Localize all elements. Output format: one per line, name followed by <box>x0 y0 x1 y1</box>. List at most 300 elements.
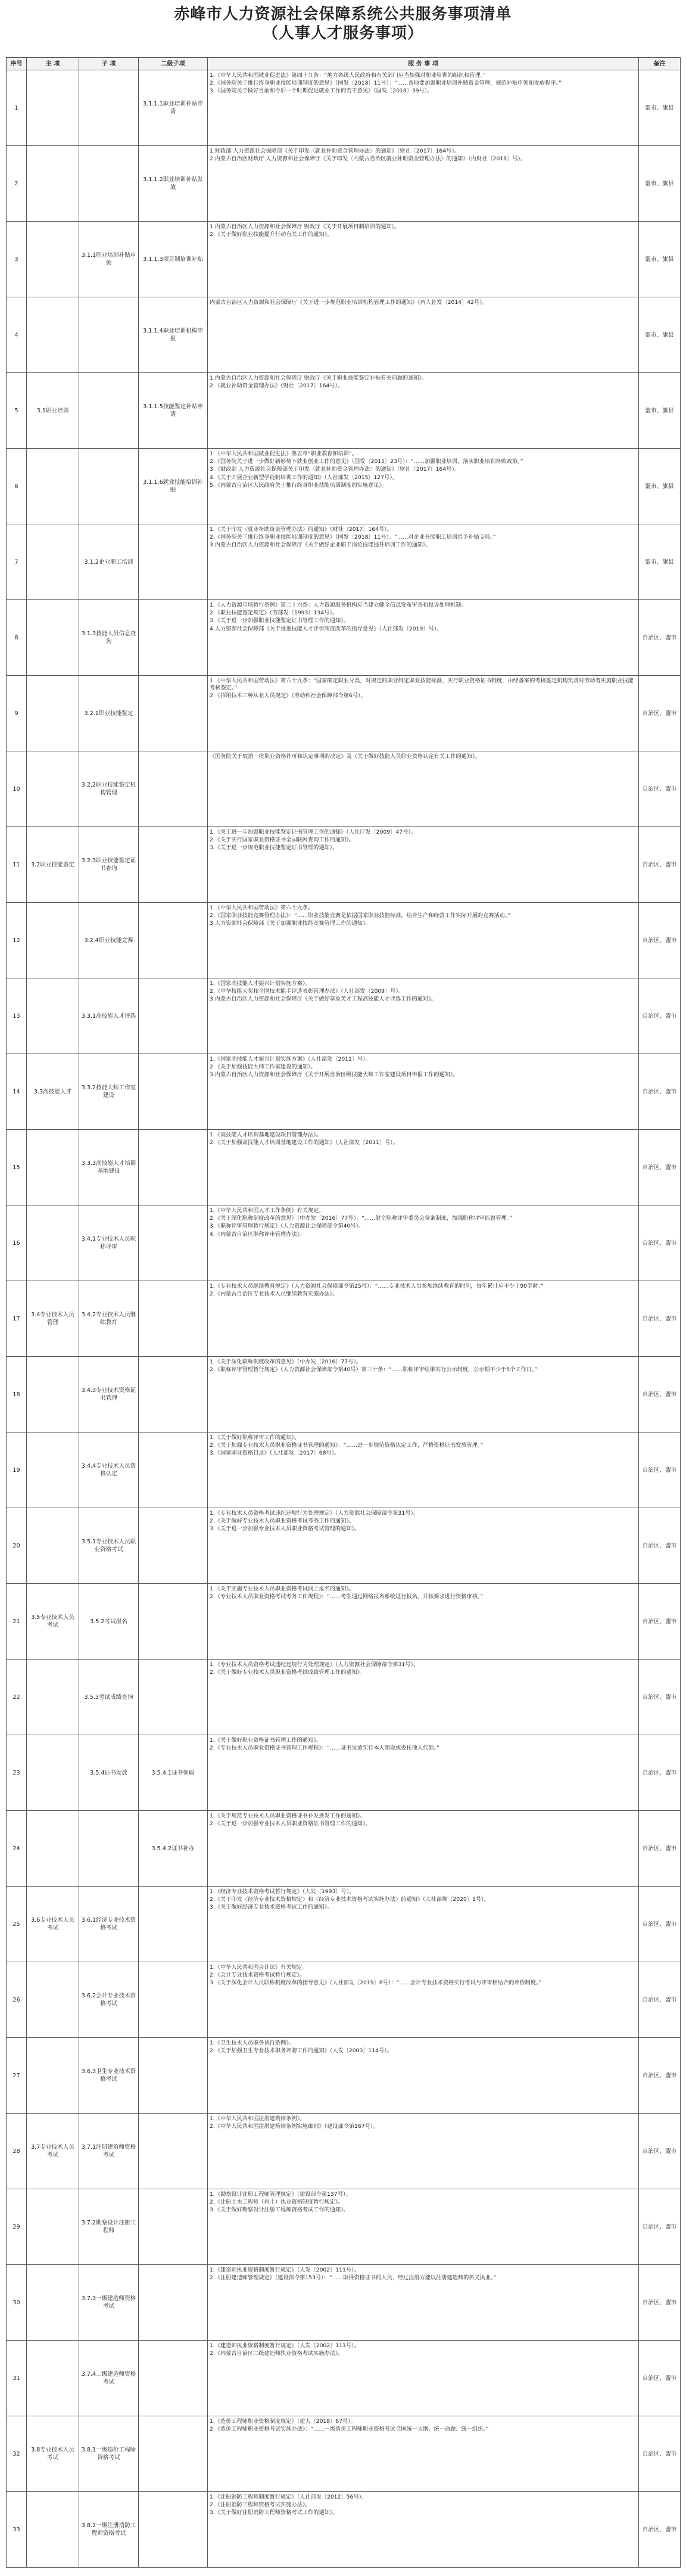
second-level-sub-item-cell: 3.5.4.2证书补办 <box>139 1811 208 1887</box>
service-detail-cell <box>208 1054 639 1130</box>
service-detail-paragraph: 3.《国家职业资格目录》（人社部发〔2017〕68号）。 <box>210 1450 340 1457</box>
row-number-cell: 32 <box>7 2416 27 2492</box>
remark-cell: 自治区、盟市 <box>639 1584 681 1660</box>
sub-item-cell <box>79 146 139 222</box>
remark-cell: 自治区、盟市 <box>639 978 681 1054</box>
row-number-cell: 1 <box>7 70 27 146</box>
sub-item-cell: 3.7.2勘察设计注册工程师 <box>79 2189 139 2265</box>
row-number-cell: 4 <box>7 297 27 373</box>
row-number-cell: 6 <box>7 449 27 524</box>
service-detail-paragraph: 1.《中华人民共和国劳动法》第六十九条：“国家确定职业分类，对规定的职业制定职业技能标准，实行职业资格证书制度，由经备案的考核鉴定机构负责对劳动者实施职业技能考核鉴定。” <box>210 678 634 692</box>
service-detail-paragraph: 2.《国家职业技能竞赛管理办法》：“……职业技能竞赛是依据国家职业技能标准，结合生产和经营工作实际开展的竞赛活动。” <box>210 912 511 919</box>
remark-cell: 自治区、盟市 <box>639 1130 681 1205</box>
row-number-cell: 33 <box>7 2492 27 2568</box>
row-number-cell: 17 <box>7 1281 27 1357</box>
service-detail-cell <box>208 1584 639 1660</box>
remark-cell: 自治区、盟市 <box>639 903 681 978</box>
row-number-cell: 10 <box>7 751 27 827</box>
row-number-cell: 12 <box>7 903 27 978</box>
main-item-cell: 3.1职业培训 <box>27 373 79 449</box>
table-row <box>7 2492 681 2568</box>
column-header-sub: 子 项 <box>79 58 139 70</box>
service-detail-paragraph: 1.《专业技术人员继续教育规定》（人力资源社会保障部令第25号）：“……专业技术人员参加继续教育的时间，每年累计应不少于90学时。” <box>210 1283 544 1289</box>
service-detail-cell <box>208 751 639 827</box>
second-level-sub-item-cell <box>139 600 208 676</box>
row-number-cell: 14 <box>7 1054 27 1130</box>
service-detail-cell <box>208 1281 639 1357</box>
service-detail-paragraph: 1.财政部 人力资源社会保障部《关于印发〈就业补助资金管理办法〉的通知》（财社〔2017〕164号）。 <box>210 148 460 154</box>
second-level-sub-item-cell <box>139 1054 208 1130</box>
second-level-sub-item-cell <box>139 2038 208 2114</box>
table-row <box>7 676 681 751</box>
second-level-sub-item-cell: 3.1.1.1职业培训补贴申请 <box>139 70 208 146</box>
row-number-cell: 20 <box>7 1508 27 1584</box>
table-row <box>7 600 681 676</box>
second-level-sub-item-cell: 3.1.1.4职业培训机构申报 <box>139 297 208 373</box>
service-detail-paragraph: 3.《职称评审管理暂行规定》（人力资源社会保障部令第40号）。 <box>210 1223 364 1230</box>
second-level-sub-item-cell <box>139 2265 208 2341</box>
service-detail-paragraph: 2.《注册土木工程师（岩土）执业资格制度暂行规定》。 <box>210 2199 344 2206</box>
second-level-sub-item-cell <box>139 676 208 751</box>
service-detail-paragraph: 1.《中华人民共和国注册建筑师条例》。 <box>210 2115 305 2122</box>
second-level-sub-item-cell <box>139 751 208 827</box>
service-detail-cell <box>208 2114 639 2189</box>
column-header-main: 主 项 <box>27 58 79 70</box>
service-detail-paragraph: 1.《中华人民共和国会计法》有关规定。 <box>210 1964 308 1971</box>
row-number-cell: 23 <box>7 1735 27 1811</box>
main-item-cell <box>27 1205 79 1281</box>
service-detail-paragraph: 2.《中华技能大奖和全国技术能手评选表彰管理办法》（人社部发〔2009〕号）。 <box>210 988 404 995</box>
remark-cell: 自治区、盟市 <box>639 1887 681 1962</box>
remark-cell: 自治区、盟市 <box>639 676 681 751</box>
service-detail-paragraph: 3.《关于做好经济专业技术资格考试工作的通知》。 <box>210 1904 333 1911</box>
sub-item-cell <box>79 449 139 524</box>
service-detail-paragraph: 1.《中华人民共和国劳动法》第六十九条。 <box>210 905 314 911</box>
remark-cell: 自治区、盟市 <box>639 2492 681 2568</box>
table-row <box>7 978 681 1054</box>
service-detail-paragraph: 2.《就业补助资金管理办法》（财社〔2017〕164号）。 <box>210 383 344 390</box>
table-row <box>7 2189 681 2265</box>
table-row <box>7 2114 681 2189</box>
service-detail-paragraph: 2.《职业技能鉴定规定》（劳部发〔1993〕134号）。 <box>210 610 338 617</box>
remark-cell: 盟市、旗县 <box>639 146 681 222</box>
service-detail-cell <box>208 1887 639 1962</box>
row-number-cell: 11 <box>7 827 27 903</box>
sub-item-cell: 3.4.2专业技术人员继续教育 <box>79 1281 139 1357</box>
main-item-cell <box>27 449 79 524</box>
main-item-cell <box>27 1811 79 1887</box>
row-number-cell: 15 <box>7 1130 27 1205</box>
second-level-sub-item-cell <box>139 903 208 978</box>
remark-cell: 自治区、盟市 <box>639 2038 681 2114</box>
service-detail-paragraph: 1.《专业技术人员资格考试违纪违规行为处理规定》（人力资源社会保障部令第31号）。 <box>210 1510 419 1517</box>
main-item-cell <box>27 2341 79 2416</box>
remark-cell: 自治区、盟市 <box>639 1660 681 1735</box>
service-detail-paragraph: 2.《内蒙古自治区二级建造师执业资格考试实施办法》。 <box>210 2350 344 2357</box>
service-detail-paragraph: 3.《关于进一步加强专业技术人员职业资格考试管理的通知》。 <box>210 1525 360 1533</box>
page-title: 赤峰市人力资源社会保障系统公共服务事项清单 <box>174 5 512 23</box>
service-detail-paragraph: 1.《关于实施专业技术人员职业资格考试网上报名的通知》。 <box>210 1586 355 1592</box>
service-detail-cell <box>208 676 639 751</box>
main-item-cell: 3.7专业技术人员考试 <box>27 2114 79 2189</box>
sub-item-cell: 3.3.3高技能人才培训基地建设 <box>79 1130 139 1205</box>
sub-item-cell: 3.1.3技能人员信息查询 <box>79 600 139 676</box>
service-detail-paragraph: 1.《关于进一步加强职业技能鉴定证书管理工作的通知》（人社厅发〔2009〕47号）。 <box>210 829 417 835</box>
service-detail-cell <box>208 449 639 524</box>
table-row <box>7 827 681 903</box>
table-row <box>7 2341 681 2416</box>
service-detail-paragraph: 1.内蒙古自治区人力资源和社会保障厅 财政厅《关于职业技能鉴定补贴有关问题的通知》。 <box>210 375 428 381</box>
service-detail-paragraph: 3.人力资源社会保障部《关于加强职业技能竞赛管理工作的通知》。 <box>210 920 371 927</box>
sub-item-cell: 3.3.1高技能人才评选 <box>79 978 139 1054</box>
remark-cell: 自治区、盟市 <box>639 1962 681 2038</box>
service-detail-paragraph: 1.内蒙古自治区人力资源和社会保障厅 财政厅《关于开展项目制培训的通知》。 <box>210 223 400 230</box>
main-item-cell <box>27 1962 79 2038</box>
service-detail-paragraph: 2.《关于做好职业技能提升行动有关工作的通知》。 <box>210 231 333 238</box>
main-item-cell <box>27 1735 79 1811</box>
service-detail-paragraph: 2.《关于加强高技能人才培训基地建设工作的通知》（人社部发〔2011〕号）。 <box>210 1139 398 1146</box>
service-detail-paragraph: 2.《注册消防工程师资格考试实施办法》。 <box>210 2502 311 2509</box>
main-item-cell: 3.3高技能人才 <box>27 1054 79 1130</box>
remark-cell: 自治区、盟市 <box>639 1281 681 1357</box>
main-item-cell <box>27 1660 79 1735</box>
service-detail-cell <box>208 1357 639 1433</box>
row-number-cell: 9 <box>7 676 27 751</box>
row-number-cell: 19 <box>7 1433 27 1508</box>
table-row <box>7 70 681 146</box>
main-item-cell <box>27 978 79 1054</box>
service-detail-cell <box>208 146 639 222</box>
remark-cell: 自治区、盟市 <box>639 2265 681 2341</box>
row-number-cell: 16 <box>7 1205 27 1281</box>
service-detail-cell <box>208 1433 639 1508</box>
remark-cell: 盟市、旗县 <box>639 373 681 449</box>
remark-cell: 自治区、盟市 <box>639 2416 681 2492</box>
service-detail-paragraph: 3.《关于进一步规范职业技能鉴定证书管理的通知》。 <box>210 844 338 852</box>
second-level-sub-item-cell: 3.1.1.2职业培训补贴发放 <box>139 146 208 222</box>
second-level-sub-item-cell <box>139 524 208 600</box>
service-detail-cell <box>208 2492 639 2568</box>
service-detail-paragraph: 2.《会计专业技术资格考试暂行规定》。 <box>210 1972 305 1979</box>
table-row <box>7 2416 681 2492</box>
sub-item-cell: 3.5.4证书发放 <box>79 1735 139 1811</box>
sub-item-cell: 3.7.4二级建造师资格考试 <box>79 2341 139 2416</box>
remark-cell: 盟市、旗县 <box>639 70 681 146</box>
sub-item-cell: 3.8.2一级注册消防工程师资格考试 <box>79 2492 139 2568</box>
service-detail-paragraph: 2.《国务院关于推行终身职业技能培训制度的意见》（国发〔2018〕11号）：“……对企业开展职工培训给予补贴支持。” <box>210 534 496 541</box>
main-item-cell <box>27 1130 79 1205</box>
second-level-sub-item-cell <box>139 2416 208 2492</box>
service-detail-paragraph: 1.《关于做好职业资格证书管理工作的通知》。 <box>210 1737 322 1744</box>
service-detail-paragraph: 1.《专业技术人员资格考试违纪违规行为处理规定》（人力资源社会保障部令第31号）。 <box>210 1661 419 1668</box>
main-item-cell <box>27 1433 79 1508</box>
sub-item-cell <box>79 297 139 373</box>
service-detail-paragraph: 3.内蒙古自治区人力资源和社会保障厅《关于开展自治区级技能大师工作室建设项目申报工作的通知》。 <box>210 1071 459 1079</box>
service-detail-cell <box>208 297 639 373</box>
service-detail-paragraph: 3.内蒙古自治区人力资源和社会保障厅《关于做好企业职工岗位技能提升培训工作的通知》。 <box>210 542 431 549</box>
second-level-sub-item-cell <box>139 1508 208 1584</box>
service-detail-paragraph: 1.《卫生技术人员职务试行条例》。 <box>210 2040 294 2046</box>
service-detail-paragraph: 内蒙古自治区人力资源和社会保障厅《关于进一步规范职业培训机构管理工作的通知》（内人社发〔2014〕42号）。 <box>210 299 488 306</box>
service-detail-paragraph: 1.《经济专业技术资格考试暂行规定》（人发〔1993〕号）。 <box>210 1888 355 1895</box>
service-detail-cell <box>208 1508 639 1584</box>
service-detail-cell <box>208 524 639 600</box>
service-detail-cell <box>208 827 639 903</box>
service-detail-paragraph: 2.《内蒙古自治区专业技术人员继续教育实施办法》。 <box>210 1291 338 1298</box>
table-row <box>7 1660 681 1735</box>
service-detail-paragraph: 1.《中华人民共和国就业促进法》第四十九条：“地方各级人民政府和有关部门应当加强对职业培训的组织和管理。” <box>210 72 486 79</box>
service-detail-cell <box>208 373 639 449</box>
second-level-sub-item-cell: 3.1.1.5技能鉴定补贴申请 <box>139 373 208 449</box>
second-level-sub-item-cell <box>139 2492 208 2568</box>
table-row <box>7 2038 681 2114</box>
service-detail-paragraph: 2.《关于加强卫生专业技术职务评聘工作的通知》（人发〔2000〕114号）。 <box>210 2047 392 2055</box>
main-item-cell: 3.8专业技术人员考试 <box>27 2416 79 2492</box>
table-row <box>7 1735 681 1811</box>
remark-cell: 盟市、旗县 <box>639 222 681 297</box>
main-item-cell: 3.4专业技术人员管理 <box>27 1281 79 1357</box>
sub-item-cell: 3.5.2考试报名 <box>79 1584 139 1660</box>
service-detail-paragraph: 1.《关于规范专业技术人员职业资格证书补发换发工作的通知》。 <box>210 1813 366 1819</box>
table-row <box>7 1887 681 1962</box>
sub-item-cell: 3.2.2职业技能鉴定机构管理 <box>79 751 139 827</box>
column-header-no: 序号 <box>7 58 27 70</box>
remark-cell: 自治区、盟市 <box>639 1735 681 1811</box>
service-detail-cell <box>208 222 639 297</box>
table-body <box>7 70 681 2568</box>
second-level-sub-item-cell <box>139 2114 208 2189</box>
table-row <box>7 524 681 600</box>
service-detail-paragraph: 2.《注册建造师管理规定》（建设部令第153号）：“……取得资格证书的人员，经过注册方能以注册建造师的名义执业。” <box>210 2274 497 2282</box>
sub-item-cell: 3.4.3专业技术资格证书管理 <box>79 1357 139 1433</box>
main-item-cell <box>27 1357 79 1433</box>
remark-cell: 自治区、盟市 <box>639 1811 681 1887</box>
service-detail-paragraph: 3.《关于做好注册消防工程师资格考试工作的通知》。 <box>210 2509 338 2516</box>
second-level-sub-item-cell <box>139 1433 208 1508</box>
table-row <box>7 1281 681 1357</box>
row-number-cell: 7 <box>7 524 27 600</box>
sub-item-cell: 3.2.4职业技能竞赛 <box>79 903 139 978</box>
row-number-cell: 18 <box>7 1357 27 1433</box>
table-row <box>7 1205 681 1281</box>
service-detail-paragraph: 1.《国家高技能人才振兴计划实施方案》。 <box>210 980 311 987</box>
second-level-sub-item-cell <box>139 1584 208 1660</box>
second-level-sub-item-cell <box>139 2341 208 2416</box>
service-detail-paragraph: 1.《国家高技能人才振兴计划实施方案》（人社部发〔2011〕号）。 <box>210 1056 372 1062</box>
row-number-cell: 21 <box>7 1584 27 1660</box>
table-header-row <box>7 58 681 70</box>
sub-item-cell <box>79 70 139 146</box>
service-detail-paragraph: 5.《内蒙古自治区人民政府关于推行终身职业技能培训制度的实施意见》。 <box>210 481 388 489</box>
service-detail-cell <box>208 1962 639 2038</box>
service-detail-paragraph: 4.人力资源社会保障部《关于推进技能人才评价制度改革的指导意见》（人社部发〔2019〕号）。 <box>210 625 442 632</box>
service-detail-cell <box>208 1205 639 1281</box>
service-detail-paragraph: 2.《招用技术工种从业人员规定》（劳动和社会保障部令第6号）。 <box>210 692 366 700</box>
sub-item-cell: 3.1.1职业培训补贴申领 <box>79 222 139 297</box>
service-detail-paragraph: 1.《中华人民共和国就业促进法》第五章“职业教育和培训”。 <box>210 450 357 457</box>
sub-item-cell: 3.4.4专业技术人员资格认定 <box>79 1433 139 1508</box>
main-item-cell: 3.5专业技术人员考试 <box>27 1584 79 1660</box>
row-number-cell: 8 <box>7 600 27 676</box>
service-detail-paragraph: 2.内蒙古自治区财政厅 人力资源和社会保障厅《关于印发〈内蒙古自治区就业补助资金管理办法〉的通知》（内财社〔2018〕号）。 <box>210 156 526 163</box>
service-detail-paragraph: 1.《建造师执业资格制度暂行规定》（人发〔2002〕111号）。 <box>210 2267 360 2273</box>
service-detail-paragraph: 2.《关于加强技能大师工作室建设的通知》。 <box>210 1064 316 1071</box>
second-level-sub-item-cell <box>139 2189 208 2265</box>
main-item-cell <box>27 297 79 373</box>
main-item-cell <box>27 676 79 751</box>
service-detail-paragraph: 2.《国务院关于进一步做好新形势下就业创业工作的意见》（国发〔2015〕23号）：“……加强职业培训，落实职业培训补贴政策。” <box>210 458 523 465</box>
remark-cell: 自治区、盟市 <box>639 1357 681 1433</box>
service-detail-cell <box>208 2038 639 2114</box>
row-number-cell: 30 <box>7 2265 27 2341</box>
row-number-cell: 13 <box>7 978 27 1054</box>
service-detail-paragraph: 2.《职称评审管理暂行规定》（人力资源社会保障部令第40号）第三十条：“……职称评审结果实行公示制度，公示期不少于5个工作日。” <box>210 1366 538 1374</box>
service-detail-cell <box>208 1811 639 1887</box>
sub-item-cell: 3.7.3一级建造师资格考试 <box>79 2265 139 2341</box>
sub-item-cell: 3.6.1经济专业技术资格考试 <box>79 1887 139 1962</box>
sub-item-cell: 3.6.3卫生专业技术资格考试 <box>79 2038 139 2114</box>
service-items-table <box>6 57 681 2568</box>
table-row <box>7 449 681 524</box>
service-detail-paragraph: 2.《关于深化职称制度改革的意见》（中办发〔2016〕77号）：“……健全职称评审委员会备案制度，加强职称评审监督管理。” <box>210 1215 513 1222</box>
sub-item-cell: 3.6.2会计专业技术资格考试 <box>79 1962 139 2038</box>
sub-item-cell: 3.4.1专业技术人员职称评审 <box>79 1205 139 1281</box>
main-item-cell <box>27 600 79 676</box>
table-row <box>7 2265 681 2341</box>
service-detail-paragraph: 3.《关于进一步加强职业技能鉴定证书管理工作的通知》。 <box>210 617 349 624</box>
table-row <box>7 1433 681 1508</box>
table-row <box>7 1054 681 1130</box>
service-detail-cell <box>208 2189 639 2265</box>
service-detail-cell <box>208 1660 639 1735</box>
row-number-cell: 27 <box>7 2038 27 2114</box>
table-row <box>7 1962 681 2038</box>
row-number-cell: 26 <box>7 1962 27 2038</box>
service-detail-paragraph: 1.《勘察设计注册工程师管理规定》（建设部令第137号）。 <box>210 2191 351 2198</box>
row-number-cell: 22 <box>7 1660 27 1735</box>
service-detail-paragraph: 2.《关于做好专业技术人员职业资格考试考务工作的通知》。 <box>210 1518 355 1525</box>
remark-cell: 自治区、盟市 <box>639 1508 681 1584</box>
sub-item-cell: 3.3.2技能大师工作室建设 <box>79 1054 139 1130</box>
service-detail-cell <box>208 978 639 1054</box>
service-detail-paragraph: 2.《专业技术人员职业资格考试考务工作规程》：“……考生通过网络报名系统进行报名，并按要求进行资格审核。” <box>210 1593 484 1601</box>
service-detail-paragraph: 1.《建造师执业资格制度暂行规定》（人发〔2002〕111号）。 <box>210 2342 360 2349</box>
remark-cell: 自治区、盟市 <box>639 2114 681 2189</box>
main-item-cell <box>27 2189 79 2265</box>
service-detail-cell <box>208 2265 639 2341</box>
row-number-cell: 29 <box>7 2189 27 2265</box>
main-item-cell <box>27 903 79 978</box>
row-number-cell: 28 <box>7 2114 27 2189</box>
remark-cell: 自治区、盟市 <box>639 827 681 903</box>
table-row <box>7 373 681 449</box>
column-header-detail: 服 务 事 项 <box>208 58 639 70</box>
table-row <box>7 1508 681 1584</box>
main-item-cell <box>27 2492 79 2568</box>
row-number-cell: 24 <box>7 1811 27 1887</box>
service-detail-paragraph: 3.《财政部 人力资源社会保障部关于印发〈就业补助资金管理办法〉的通知》（财社〔2017〕164号）。 <box>210 466 460 473</box>
sub-item-cell: 3.2.1职业技能鉴定 <box>79 676 139 751</box>
service-detail-paragraph: 2.《造价工程师职业资格考试实施办法》：“……一级造价工程师职业资格考试全国统一大纲、统一命题、统一组织。” <box>210 2426 489 2433</box>
table-row <box>7 1130 681 1205</box>
main-item-cell: 3.6专业技术人员考试 <box>27 1887 79 1962</box>
column-header-sub2: 二级子项 <box>139 58 208 70</box>
main-item-cell <box>27 70 79 146</box>
main-item-cell: 3.2职业技能鉴定 <box>27 827 79 903</box>
remark-cell: 自治区、盟市 <box>639 600 681 676</box>
second-level-sub-item-cell <box>139 1205 208 1281</box>
row-number-cell: 2 <box>7 146 27 222</box>
second-level-sub-item-cell <box>139 1887 208 1962</box>
sub-item-cell: 3.5.3考试成绩查询 <box>79 1660 139 1735</box>
service-detail-paragraph: 2.《关于做好专业技术人员职业资格考试成绩管理工作的通知》。 <box>210 1669 366 1676</box>
table-row <box>7 751 681 827</box>
remark-cell: 盟市、旗县 <box>639 524 681 600</box>
service-detail-paragraph: 2.《国务院关于推行终身职业技能培训制度的意见》（国发〔2018〕11号）：“……各地要加强职业培训补贴资金管理，规范补贴申领和发放程序。” <box>210 80 562 87</box>
sub-item-cell: 3.8.1一级造价工程师资格考试 <box>79 2416 139 2492</box>
main-item-cell <box>27 751 79 827</box>
service-detail-cell <box>208 1130 639 1205</box>
second-level-sub-item-cell: 3.1.1.6就业技能培训补贴 <box>139 449 208 524</box>
second-level-sub-item-cell <box>139 1660 208 1735</box>
sub-item-cell: 3.5.1专业技术人员职业资格考试 <box>79 1508 139 1584</box>
second-level-sub-item-cell <box>139 1130 208 1205</box>
main-item-cell <box>27 2038 79 2114</box>
main-item-cell <box>27 524 79 600</box>
second-level-sub-item-cell <box>139 1357 208 1433</box>
table-row <box>7 1584 681 1660</box>
service-detail-paragraph: 2.《关于印发〈经济专业技术资格规定〉和〈经济专业技术资格考试实施办法〉的通知》（人社部规〔2020〕1号）。 <box>210 1896 489 1903</box>
service-detail-paragraph: 4.《内蒙古自治区职称评审管理办法》。 <box>210 1230 305 1238</box>
table-row <box>7 1811 681 1887</box>
service-detail-paragraph: 1.《人力资源市场暂行条例》第二十六条：人力资源服务机构应当建立健全信息发布审查和投诉处理机制。 <box>210 602 467 608</box>
service-detail-paragraph: 4.《关于开展企业新型学徒制培训工作的通知》（人社部发〔2015〕127号）。 <box>210 474 398 481</box>
row-number-cell: 5 <box>7 373 27 449</box>
service-detail-paragraph: 3.《关于做好勘察设计注册工程师资格考试工作的通知》。 <box>210 2207 349 2214</box>
row-number-cell: 25 <box>7 1887 27 1962</box>
service-detail-paragraph: 1.《造价工程师职业资格制度规定》（建人〔2018〕67号）。 <box>210 2418 356 2425</box>
service-detail-paragraph: 1.《关于做好职称评审工作的通知》。 <box>210 1434 300 1441</box>
service-detail-paragraph: 1.《注册消防工程师制度暂行规定》（人社部发〔2012〕56号）。 <box>210 2494 367 2500</box>
service-detail-cell <box>208 2341 639 2416</box>
service-detail-paragraph: 2.《专业技术人员职业资格证书管理工作规程》：“……证书发放实行本人领取或委托他人代领。” <box>210 1745 439 1752</box>
second-level-sub-item-cell: 3.1.1.3项目制培训补贴 <box>139 222 208 297</box>
sub-item-cell: 3.1.2企业职工培训 <box>79 524 139 600</box>
service-detail-paragraph: 3.内蒙古自治区人力资源和社会保障厅《关于做好草原英才工程高技能人才评选工作的通知》。 <box>210 996 436 1003</box>
table-row <box>7 1357 681 1433</box>
remark-cell: 自治区、盟市 <box>639 2189 681 2265</box>
table-row <box>7 222 681 297</box>
main-item-cell <box>27 2265 79 2341</box>
title-block <box>6 5 680 57</box>
main-item-cell <box>27 222 79 297</box>
remark-cell: 自治区、盟市 <box>639 2341 681 2416</box>
second-level-sub-item-cell <box>139 827 208 903</box>
sub-item-cell: 3.7.1注册建筑师资格考试 <box>79 2114 139 2189</box>
service-detail-paragraph: 2.《关于加强专业技术人员职业资格证书管理的通知》：“……进一步规范资格认定工作，严格资格证书发放管理。” <box>210 1442 484 1449</box>
service-detail-paragraph: 1.《中华人民共和国人才工作条例》有关规定。 <box>210 1207 325 1214</box>
service-detail-cell <box>208 70 639 146</box>
table-row <box>7 903 681 978</box>
service-detail-cell <box>208 600 639 676</box>
second-level-sub-item-cell: 3.5.4.1证书领取 <box>139 1735 208 1811</box>
sub-item-cell <box>79 1811 139 1887</box>
service-detail-paragraph: 《国务院关于取消一批职业资格许可和认定事项的决定》及《关于做好技能人员职业资格认定有关工作的通知》。 <box>210 753 481 760</box>
second-level-sub-item-cell <box>139 978 208 1054</box>
column-header-note: 备注 <box>639 58 681 70</box>
row-number-cell: 3 <box>7 222 27 297</box>
service-detail-paragraph: 2.《关于进一步加强专业技术人员职业资格证书管理工作的通知》。 <box>210 1820 371 1828</box>
